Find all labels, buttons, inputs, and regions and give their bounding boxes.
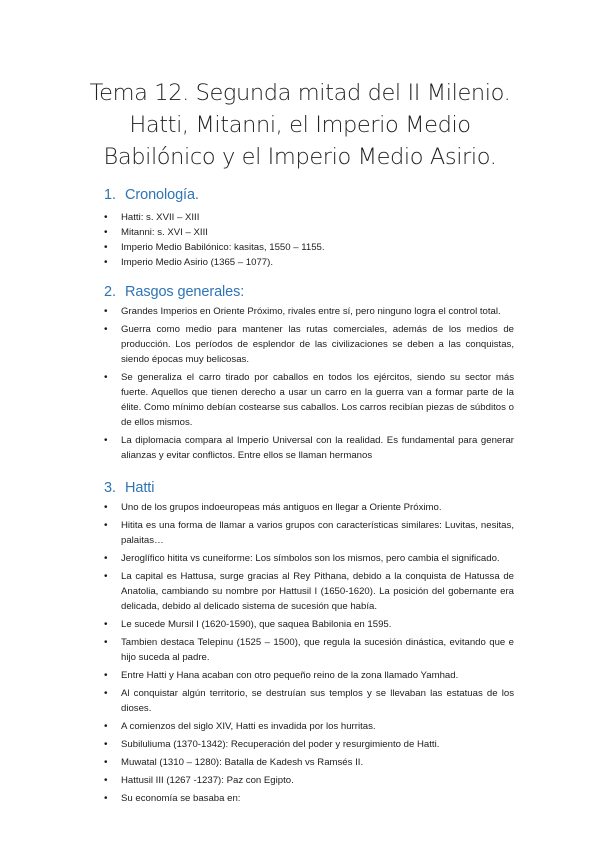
document-title <box>60 77 540 173</box>
list-item: • Imperio Medio Babilónico: kasitas, 1550 – 1155. <box>121 240 514 255</box>
list-item: • Tambien destaca Telepinu (1525 – 1500), que regula la sucesión dinástica, evitando que e hijo suceda al padre. <box>121 635 514 665</box>
section-heading-cronologia <box>104 187 199 203</box>
list-item: • Uno de los grupos indoeuropeas más antiguos en llegar a Oriente Próximo. <box>121 500 514 515</box>
list-item: • Entre Hatti y Hana acaban con otro pequeño reino de la zona llamado Yamhad. <box>121 668 514 683</box>
section-number: 3. <box>104 480 116 496</box>
section-title: Hatti <box>125 480 155 496</box>
list-item: • Imperio Medio Asirio (1365 – 1077). <box>121 255 514 270</box>
list-rasgos <box>121 304 514 466</box>
list-item: • Hattusil III (1267 -1237): Paz con Egipto. <box>121 773 514 788</box>
list-item: • Jeroglífico hitita vs cuneiforme: Los símbolos son los mismos, pero cambia el significado. <box>121 551 514 566</box>
list-hatti <box>121 500 514 809</box>
list-item: • Al conquistar algún territorio, se destruían sus templos y se llevaban las estatuas de los dioses. <box>121 686 514 716</box>
list-item: • Muwatal (1310 – 1280): Batalla de Kadesh vs Ramsés II. <box>121 755 514 770</box>
section-title: Cronología. <box>125 187 199 203</box>
list-item: • Hatti: s. XVII – XIII <box>121 210 514 225</box>
section-number: 1. <box>104 187 116 203</box>
list-item: • Su economía se basaba en: <box>121 791 514 806</box>
title-line-1: Tema 12. Segunda mitad del II Milenio. <box>89 80 511 106</box>
list-item: • Guerra como medio para mantener las rutas comerciales, además de los medios de producción. Los períodos de esplendor de las civilizaciones se deben a las conquistas, siendo épocas muy belicosas. <box>121 322 514 367</box>
list-item: • A comienzos del siglo XIV, Hatti es invadida por los hurritas. <box>121 719 514 734</box>
list-item: • Grandes Imperios en Oriente Próximo, rivales entre sí, pero ninguno logra el control total. <box>121 304 514 319</box>
list-item: • Hitita es una forma de llamar a varios grupos con características similares: Luvitas, nesitas, palaitas… <box>121 518 514 548</box>
list-cronologia <box>121 210 514 270</box>
list-item: • La diplomacia compara al Imperio Universal con la realidad. Es fundamental para generar alianzas y evitar conflictos. Entre ellos se llaman hermanos <box>121 433 514 463</box>
list-item: • Le sucede Mursil I (1620-1590), que saquea Babilonia en 1595. <box>121 617 514 632</box>
list-item: • La capital es Hattusa, surge gracias al Rey Pithana, debido a la conquista de Hatussa de Anatolia, cambiando su nombre por Hattusil I (1650-1620). La posición del gobernante era delicada, debido al delicado sistema de sucesión que había. <box>121 569 514 614</box>
list-item: • Se generaliza el carro tirado por caballos en todos los ejércitos, siendo su sector más fuerte. Aquellos que tienen derecho a usar un carro en la guerra van a formar parte de la élite. Como mínimo debían costearse sus caballos. Los carros recibían piezas de súbditos o de ellos mismos. <box>121 370 514 430</box>
title-line-2: Hatti, Mitanni, el Imperio Medio <box>129 112 471 138</box>
list-item: • Mitanni: s. XVI – XIII <box>121 225 514 240</box>
section-number: 2. <box>104 284 116 300</box>
section-heading-hatti <box>104 480 154 496</box>
section-title: Rasgos generales: <box>125 284 245 300</box>
list-item: • Subiluliuma (1370-1342): Recuperación del poder y resurgimiento de Hatti. <box>121 737 514 752</box>
title-line-3: Babilónico y el Imperio Medio Asirio. <box>103 144 497 170</box>
section-heading-rasgos <box>104 284 244 300</box>
